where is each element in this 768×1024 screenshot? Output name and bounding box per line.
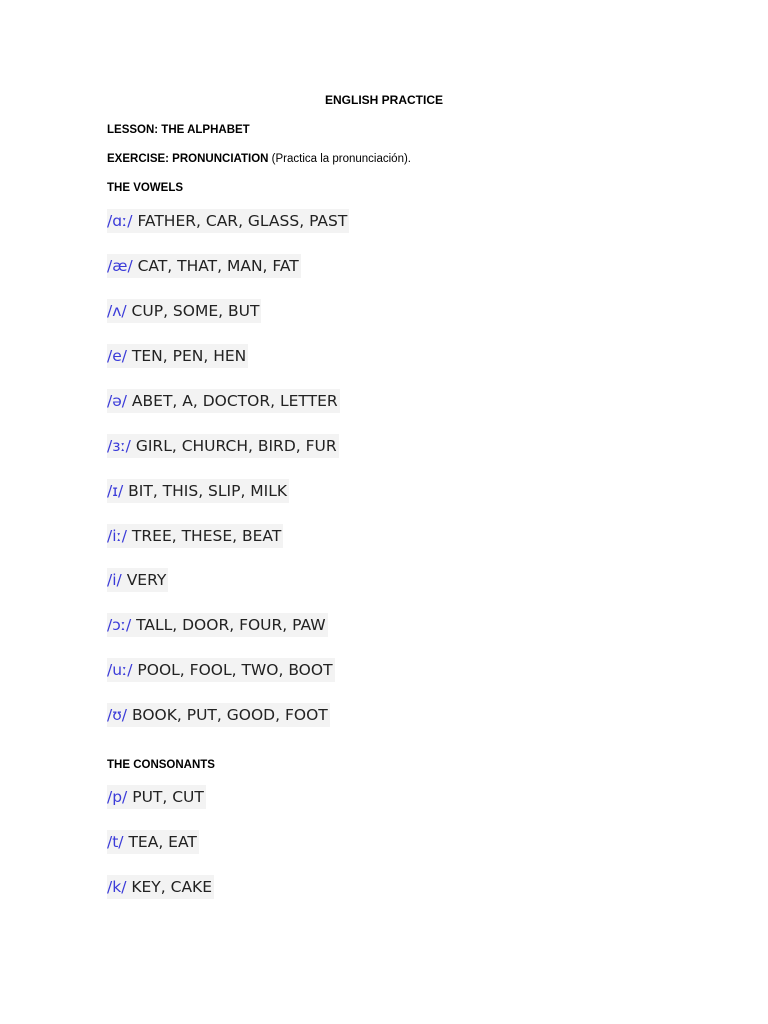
vowel-row bbox=[107, 254, 301, 278]
exercise-note: (Practica la pronunciación). bbox=[268, 153, 411, 165]
phonetic-symbol: /ʌ/ bbox=[107, 302, 127, 320]
consonants-heading: THE CONSONANTS bbox=[107, 759, 215, 771]
example-words: TEN, PEN, HEN bbox=[126, 347, 247, 365]
phonetic-symbol: /k/ bbox=[107, 878, 127, 896]
example-words: BOOK, PUT, GOOD, FOOT bbox=[127, 706, 328, 724]
example-words: VERY bbox=[121, 571, 167, 589]
phonetic-symbol: /uː/ bbox=[107, 661, 133, 679]
page-title: ENGLISH PRACTICE bbox=[324, 93, 443, 107]
phonetic-symbol: /iː/ bbox=[107, 527, 127, 545]
phonetic-symbol: /ɪ/ bbox=[107, 482, 124, 500]
phonetic-symbol: /ə/ bbox=[107, 392, 127, 410]
example-words: TREE, THESE, BEAT bbox=[126, 527, 282, 545]
vowel-row bbox=[107, 613, 328, 637]
example-words: PUT, CUT bbox=[127, 788, 204, 806]
lesson-line: LESSON: THE ALPHABET bbox=[107, 124, 250, 136]
example-words: TALL, DOOR, FOUR, PAW bbox=[131, 616, 326, 634]
consonant-row bbox=[107, 830, 199, 854]
example-words: CAT, THAT, MAN, FAT bbox=[132, 257, 299, 275]
example-words: CUP, SOME, BUT bbox=[126, 302, 260, 320]
vowel-row bbox=[107, 479, 289, 503]
example-words: KEY, CAKE bbox=[126, 878, 213, 896]
consonant-row bbox=[107, 785, 206, 809]
exercise-label: EXERCISE: PRONUNCIATION bbox=[107, 153, 269, 165]
vowel-row bbox=[107, 658, 335, 682]
example-words: GIRL, CHURCH, BIRD, FUR bbox=[130, 437, 337, 455]
example-words: ABET, A, DOCTOR, LETTER bbox=[126, 392, 338, 410]
exercise-line bbox=[107, 153, 411, 165]
vowel-row bbox=[107, 299, 261, 323]
vowel-row bbox=[107, 434, 339, 458]
phonetic-symbol: /ɔː/ bbox=[107, 616, 132, 634]
vowel-row bbox=[107, 524, 283, 548]
phonetic-symbol: /i/ bbox=[107, 571, 122, 589]
consonant-row bbox=[107, 875, 214, 899]
phonetic-symbol: /p/ bbox=[107, 788, 128, 806]
phonetic-symbol: /æ/ bbox=[107, 257, 133, 275]
vowel-row bbox=[107, 209, 349, 233]
vowel-row bbox=[107, 344, 248, 368]
example-words: POOL, FOOL, TWO, BOOT bbox=[132, 661, 333, 679]
vowels-heading: THE VOWELS bbox=[107, 182, 184, 194]
example-words: FATHER, CAR, GLASS, PAST bbox=[132, 212, 348, 230]
vowel-row bbox=[107, 703, 330, 727]
phonetic-symbol: /ɑː/ bbox=[107, 212, 133, 230]
phonetic-symbol: /ɜː/ bbox=[107, 437, 131, 455]
example-words: BIT, THIS, SLIP, MILK bbox=[123, 482, 288, 500]
phonetic-symbol: /t/ bbox=[107, 833, 124, 851]
phonetic-symbol: /ʊ/ bbox=[107, 706, 128, 724]
phonetic-symbol: /e/ bbox=[107, 347, 127, 365]
vowel-row bbox=[107, 568, 168, 592]
example-words: TEA, EAT bbox=[123, 833, 197, 851]
vowel-row bbox=[107, 389, 340, 413]
